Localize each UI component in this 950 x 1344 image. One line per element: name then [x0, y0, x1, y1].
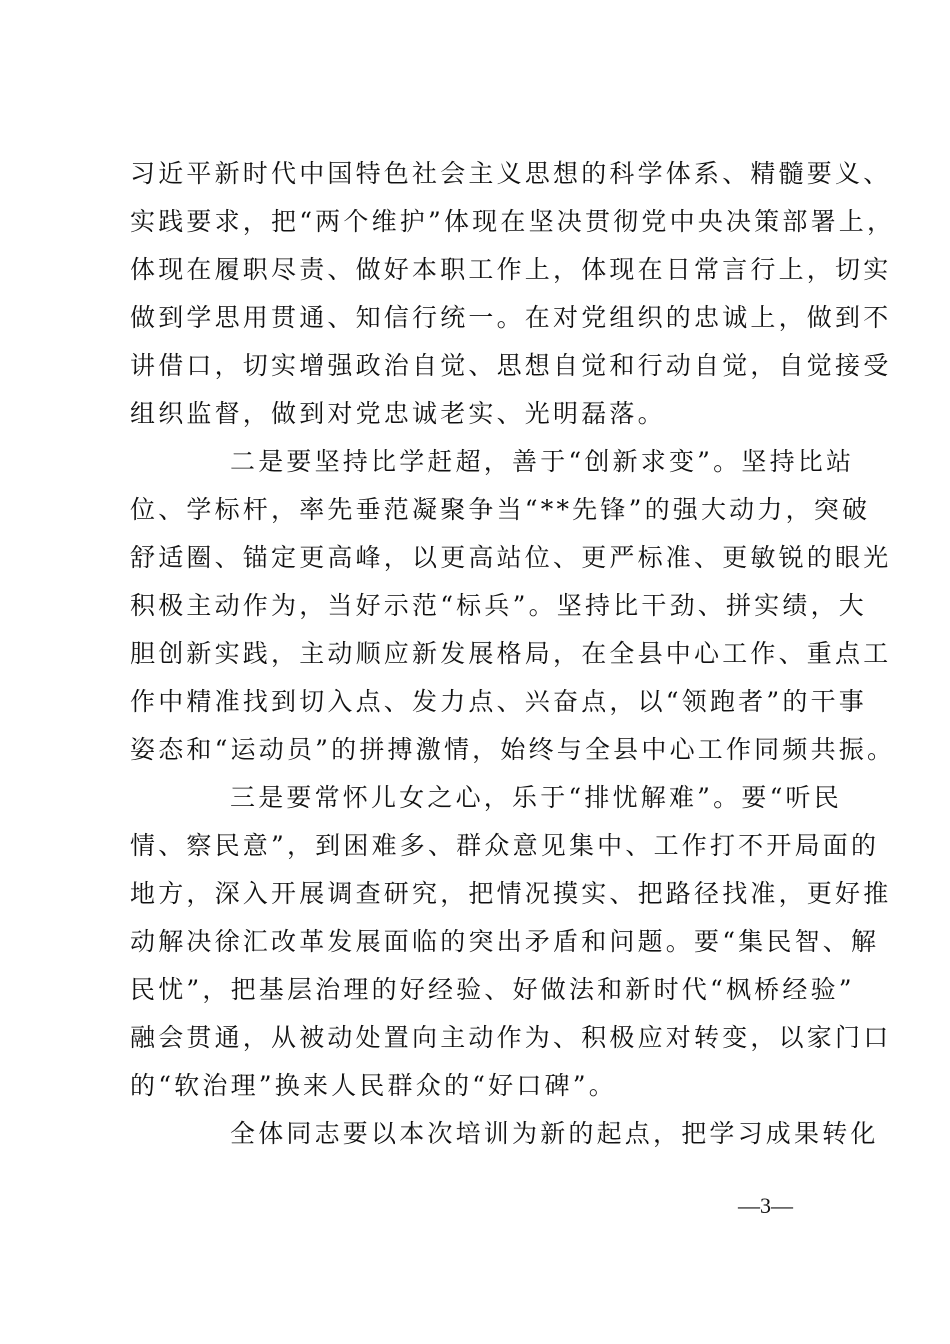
text-line: 作中精准找到切入点、发力点、兴奋点，以“领跑者”的干事 [130, 687, 867, 716]
text-line: 组织监督，做到对党忠诚老实、光明磊落。 [130, 399, 666, 428]
text-line: 做到学思用贯通、知信行统一。在对党组织的忠诚上，做到不 [130, 303, 892, 332]
paragraph-start-line: 三是要常怀儿女之心，乐于“排忧解难”。要“听民 [230, 783, 842, 812]
text-line: 融会贯通，从被动处置向主动作为、积极应对转变，以家门口 [130, 1023, 892, 1052]
text-line: 实践要求，把“两个维护”体现在坚决贯彻党中央决策部署上， [130, 207, 896, 236]
text-line: 情、察民意”，到困难多、群众意见集中、工作打不开局面的 [130, 831, 880, 860]
paragraph-start-line: 全体同志要以本次培训为新的起点，把学习成果转化 [230, 1119, 879, 1148]
text-line: 民忧”，把基层治理的好经验、好做法和新时代“枫桥经验” [130, 975, 855, 1004]
text-line: 习近平新时代中国特色社会主义思想的科学体系、精髓要义、 [130, 159, 892, 188]
text-line: 地方，深入开展调查研究，把情况摸实、把路径找准，更好推 [130, 879, 892, 908]
paragraph-start-line: 二是要坚持比学赶超，善于“创新求变”。坚持比站 [230, 447, 855, 476]
text-line: 体现在履职尽责、做好本职工作上，体现在日常言行上，切实 [130, 255, 892, 284]
text-line: 讲借口，切实增强政治自觉、思想自觉和行动自觉，自觉接受 [130, 351, 892, 380]
text-line: 积极主动作为，当好示范“标兵”。坚持比干劲、拼实绩，大 [130, 591, 867, 620]
page-number: —3— [738, 1193, 793, 1218]
text-line: 位、学标杆，率先垂范凝聚争当“**先锋”的强大动力，突破 [130, 495, 871, 524]
text-line: 姿态和“运动员”的拼搏激情，始终与全县中心工作同频共振。 [130, 735, 896, 764]
text-line: 舒适圈、锚定更高峰，以更高站位、更严标准、更敏锐的眼光 [130, 543, 892, 572]
text-line: 的“软治理”换来人民群众的“好口碑”。 [130, 1071, 617, 1100]
text-line: 胆创新实践，主动顺应新发展格局，在全县中心工作、重点工 [130, 639, 892, 668]
document-body [130, 150, 896, 1158]
text-line: 动解决徐汇改革发展面临的突出矛盾和问题。要“集民智、解 [130, 927, 880, 956]
